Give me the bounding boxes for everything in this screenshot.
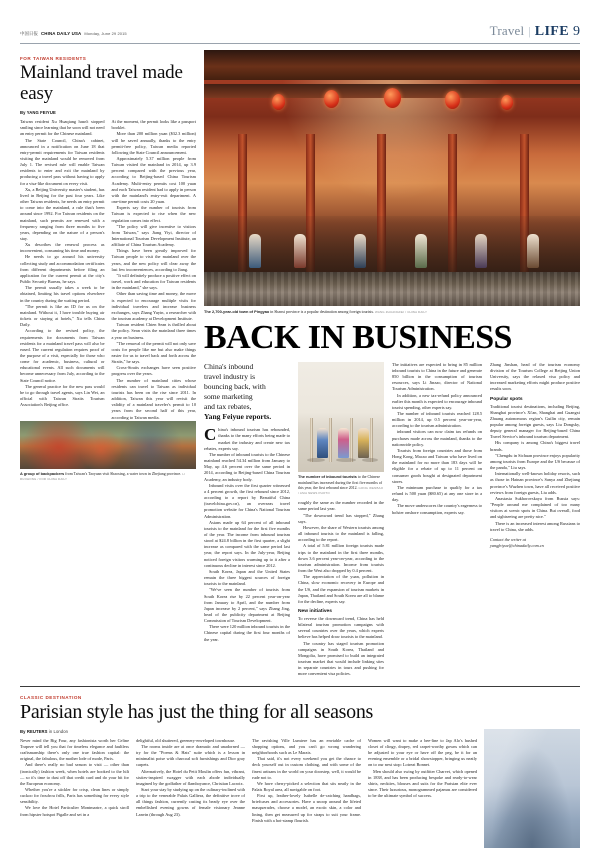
masthead-chinese-title: 中国日报: [20, 32, 38, 37]
caption-lead: A group of backpackers: [20, 471, 65, 477]
main-col-5: [490, 404, 580, 533]
caption-text: in Shanxi province is a popular destination among foreign tourists.: [269, 309, 375, 314]
bottom-col-4: [368, 729, 477, 848]
paragraph: The State Council, China's cabinet, announced in a notification on June 18 that entry-permit requirements for Taiwan residents visiting the mainland would be removed from July 1. The revised rule will enable Taiwan residents to enter and exit the mainland by producing a travel pass without having to apply for a visa-like document on every visit.: [20, 137, 105, 186]
paragraph: Approximately 5.37 million people from Taiwan visited the mainland in 2014, up 3.9 percent compared with the previous year, according to Beijing-based China Tourism Academy. Multi-entry permits cost 100 yuan and each Taiwan resident had to apply in person with the mainland's entry-exit department. A one-time permit costs 20 yuan.: [111, 155, 196, 205]
paragraph: To reverse the downward trend, China has held bilateral tourism promotion campaigns with several countries over the years, which experts believe has helped draw tourists to the mainland.: [298, 615, 384, 640]
masthead-left: [20, 32, 127, 37]
photo-parisian-fashion: [484, 729, 580, 848]
photo-credit: LI RUOHONG / FOR CHINA DAILY: [20, 472, 186, 482]
top-zone: [20, 50, 580, 678]
paragraph: "The permit is like an ID for us on the mainland. Without it, I have trouble buying air tickets or staying at hotels," Xu tells China Daily.: [20, 303, 105, 328]
paragraph: That said, it's not every weekend you get the chance to deck yourself out in custom clothing, and with some of the finest artisans in the world on your doorstep, well, it would be rude not to.: [252, 756, 361, 780]
photo-tourists-square: [298, 362, 384, 472]
masthead-date: Monday, June 29 2015: [84, 31, 127, 36]
masthead-separator: |: [528, 24, 531, 38]
paragraph: Xu, a Beijing University master's student, has lived in Beijing for the past four years. Like other Taiwan residents, he needs an entry permit to come into the mainland, a rule that's been around since 1992. For Taiwan residents on the mainland, such permits are renewed with a frequency ranging from three months to five years, depending on the nature of a person's stay.: [20, 186, 105, 241]
paragraph: "Chengdu in Sichuan province enjoys popularity among tourists from Europe and the US because of the panda," Liu says.: [490, 452, 580, 471]
paragraph: Never mind the Big Four, any fashionista worth her Celine Trapeze will tell you that for timeless elegance and faultless craftsmanship there's only one true fashion capital: the original, the fabulous, the mother lode of mode, Paris.: [20, 737, 129, 762]
paragraph: And there's really no bad season to visit — other than (ironically) fashion week, when hotels are booked to the hilt — so it's time to dust off that credit card and do your bit for the European economy.: [20, 762, 129, 786]
paragraph: His company is among China's biggest travel brands.: [490, 440, 580, 452]
deck-line: some marketing: [204, 392, 253, 402]
subhead-new-initiatives: New initiatives: [298, 608, 332, 614]
caption-text: from Taiwan's Taoyuan visit Shaoxing, a water town in Zhejiang province.: [64, 472, 182, 477]
paragraph: "We've seen the number of tourists from South Korea rise by 22 percent year-on-year from January to April, and the number from Japan increase by 2 percent," says Zhang Jing, head of the publicity department at Beijing Commission of Tourism Development.: [204, 587, 290, 624]
life-label: LIFE: [534, 24, 569, 39]
kicker-classic-destination: CLASSIC DESTINATION: [20, 694, 82, 700]
bottom-col-3: [252, 729, 361, 848]
paragraph: Other than saving time and money, the move is expected to encourage multiple visits for individual travelers and increase business exchanges, says Zhang Yuyin, a researcher with the tourism academy at Development Institute.: [111, 291, 196, 322]
left-story-columns: [20, 119, 196, 421]
byline-source: By REUTERS: [20, 728, 48, 734]
caption-pingyao: [204, 309, 580, 315]
page-number: 9: [573, 24, 580, 39]
photo-credit: WANG ZHUANGFEI / CHINA DAILY: [375, 309, 428, 314]
paragraph: Experts say the number of tourists from Taiwan is expected to rise when the new regulation comes into effect.: [111, 205, 196, 223]
paragraph: The permit usually takes a week to be obtained, limiting his travel options elsewhere in the country during the waiting period.: [20, 285, 105, 303]
photo-temple-hero: [204, 50, 580, 272]
deck-reporter: Yang Feiyue reports.: [204, 412, 272, 422]
paragraph: roughly the same as the number recorded in the same period last year.: [298, 500, 384, 512]
paragraph: "The downward trend has stopped," Zhang says.: [298, 512, 384, 524]
paragraph: delightful, old shuttered, greenery-enveloped townhouse.: [136, 737, 236, 743]
paragraph: The rooms inside are at once dramatic and unadorned — try for the "Poems & Hats" suite which is a lesson in minimalist poise with charcoal soft furnishings and Dior gray carpets.: [136, 743, 245, 768]
main-upper-block: [204, 362, 580, 678]
masthead-rule: [20, 43, 580, 44]
paragraph: Anastasia Sukhorovskaya from Russia says: "People around me complained of too many visitors at scenic spots in China. But overall, food and sightseeing are pretty nice.": [490, 495, 580, 520]
main-col-4: [490, 362, 580, 393]
paragraph: Asians made up 64 percent of all inbound tourists to the mainland for the first five months of the year. The income from inbound tourism stood at $24.8 billion in the first quarter, a slight increase as compared with the same period last year, the report says. In the July-year, Beijing noticed foreign visitors warming up to it after a continuous decline in interest since 2012.: [204, 519, 290, 568]
headline-mainland-travel: Mainland travel made easy: [20, 62, 183, 104]
subhead-popular-spots: Popular spots: [490, 396, 523, 402]
paragraph: Whether you're a stickler for crisp, clean lines or simply cuckoo for froufrou frills, Paris has something for every style sensibility.: [20, 786, 129, 805]
paragraph: "The removal of the permit will not only save costs for people like me but also make things easier for us to travel back and forth across the Straits," he says.: [111, 340, 196, 365]
paragraph: Alternatively, the Hotel du Petit Moulin offers fun, vibrant, sixties-inspired swagger with each abode individually imagined by the godfather of flamboyance, Christian Lacroix.: [136, 768, 245, 786]
paragraph: Traditional tourist destinations, including Beijing, Shanghai province's Xi'an, Shanghai and Guangxi Zhuang autonomous region's Guilin city, remain popular among foreign guests, says Liu Dongsky, deputy general manager for Beijing-based China Travel Service's inbound tourism department.: [490, 403, 580, 440]
paragraph: The country has staged tourism promotion campaigns in South Korea, Thailand and Mongolia, have promised to build an integrated tourism market that would include linking sites in separate countries in tours and pushing for more convenient visa policies.: [298, 640, 384, 677]
paragraph: The initiatives are expected to bring in 85 million inbound tourists to China in the future and generate 850 billion in the consumption of tourism resources, says Li Jinzao, director of National Tourism Administration.: [392, 361, 482, 392]
paragraph: According to the revised policy, the requirements for documents from Taiwan residents for a mainland travel pass will also be eased. The current regulation requires proof of the purpose of a visit, especially for those who come for academic, business, cultural or educational events. All such documents will become unnecessary from July, according to the State Council notice.: [20, 328, 105, 383]
main-col-1: [204, 427, 290, 642]
dropcap: C: [204, 425, 217, 445]
paragraph: The number of inbound tourists to the Chinese mainland reached 54.34 million from January to May, up 4.6 percent over the same period in 2014, according to Beijing-based China Tourism Academy, an industry body.: [204, 451, 290, 482]
paragraph: There is an increased interest among Russians to travel to China, she adds.: [490, 520, 580, 532]
photo-pingyao-town: [204, 272, 580, 306]
headline-parisian-style: Parisian style has just the thing for all seasons: [20, 700, 374, 723]
paragraph: The move underscores the country's eagerness to bolster onshore consumption, experts say.: [392, 503, 482, 515]
banner-headline-back-in-business: BACK IN BUSINESS: [204, 318, 512, 356]
paragraph: In addition, a new tax-refund policy announced earlier this month is expected to encourage inbound tourist spending, other experts say.: [392, 392, 482, 410]
paragraph: inbound visitors can now claim tax refunds on purchases made across the mainland, thanks to the nationwide policy.: [392, 429, 482, 447]
paragraph: Internationally well-known holiday resorts, such as those in Hainan province's Sanya and Zhejiang province's Wuzhen town, have all received positive reviews from foreign guests, Liu adds.: [490, 471, 580, 495]
deck-line: and tax rebates,: [204, 402, 252, 412]
masthead-brand: CHINA DAILY USA: [40, 31, 82, 36]
paragraph: More than 200 million yuan ($32.3 million) will be saved annually, thanks to the entry permit-free policy, Taiwan media reported following the State Council announcement.: [111, 131, 196, 155]
byline-yang-feiyue: By YANG FEIYUE: [20, 110, 56, 116]
paragraph: However, the share of Western tourists among all inbound tourists to the mainland is falling, according to the report.: [298, 524, 384, 543]
masthead-right: [490, 24, 580, 39]
caption-backpackers: [20, 471, 196, 483]
paragraph: The appreciation of the yuan, pollution in China, slow economic recovery in Europe and the US, and the expansion of tourism markets in Japan, Thailand and South Korea are all to blame for the decline, experts say.: [298, 574, 384, 604]
bottom-columns: [20, 729, 580, 848]
paragraph: Taiwan resident Xu Huaqiang hasn't stopped smiling since learning that he soon will not need an entry permit for the Chinese mainland.: [20, 119, 105, 137]
paragraph: Things have been greatly improved for Taiwan people to visit the mainland over the years, and the new policy will clear away the last few inconveniences, according to Jiang.: [111, 248, 196, 272]
main-col-2-cont: [298, 616, 384, 678]
paragraph: First up, leather-lovely Isabelle de-catching handbags, briefcases and accessories. Have a snoop around the lifeted masquerades, choose a model, an exotic skin, a color and lining, then get measured up for straps to suit your frame. Finish with a hot-stamp flourish.: [252, 793, 361, 823]
paragraph: The general practice for the new pass would be to go through travel agents, says Lin Wei, an official with Taiwan Straits Tourism Association's Beijing office.: [20, 383, 105, 408]
story-mainland-travel: [20, 50, 196, 678]
paragraph: A total of 5.81 million foreign tourists made trips to the mainland in the first three months, down 3.6 percent year-on-year, according to the tourism administration. Income from tourists from the West also dropped by 0.4 percent.: [298, 543, 384, 574]
paragraph: "The policy will give incentive to visitors from Taiwan," says Jiang Yiyi, director of International Tourism Development Institute, an affiliate of China Tourism Academy.: [111, 223, 196, 248]
paragraph: Tourists from foreign countries and those from Hong Kong, Macao and Taiwan who have lived on the mainland for no more than 183 days will be eligible for a rebate of up to 11 percent on consumer goods bought at designated department stores.: [392, 447, 482, 484]
paragraph: Women will want to make a bee-line to Jap Alo's hushed closet of clingy, drapey, red carpet-worthy gowns which can be adjusted to your eye or have off the peg, be it for an evening ensemble or a bridal showstopper, bringing us neatly on to our next stop: Lotreat Bonnet.: [368, 737, 477, 768]
main-col-2: [298, 500, 384, 605]
paragraph: South Korea, Japan and the United States remain the three biggest sources of foreign tourists to the mainland.: [204, 568, 290, 587]
bottom-col-photo: [484, 729, 580, 848]
left-col-2: [112, 119, 197, 421]
paragraph: Taiwan resident Chien Sean is thrilled about the policy. Sean visits the mainland three times a year on business.: [111, 322, 196, 340]
paragraph: The number of inbound tourists reached 128.5 million in 2014, up 0.5 percent year-on-year, according to the tourism administration.: [392, 411, 482, 429]
story-back-in-business: [204, 50, 580, 678]
photo-credit: GONG WENBAO / ASIA NEWS PHOTO: [298, 485, 384, 496]
deck-line: bouncing back, with: [204, 381, 266, 391]
byline-reuters: [20, 729, 129, 734]
contact-label: Contact the writer at: [490, 536, 526, 542]
paragraph: The number of mainland cities whose residents can travel to Taiwan as individual tourists has been on the rise since 2011. In addition, Taiwan this year will revisit the validity of a mainland traveler's permit to 10 years from the second half of this year, according to Taiwan media.: [111, 377, 196, 420]
bottom-divider: [20, 686, 580, 687]
bottom-col-1: [20, 729, 129, 848]
section-label: Travel: [489, 23, 525, 38]
paragraph: Xu describes the renewal process as inconvenient, consuming his time and money.: [20, 242, 105, 254]
paragraph: Inbound visits over the first quarter witnessed a 4 percent growth, the first rebound since 2012, according to a report by Beautiful China (travelchina.gov.cn), an overseas travel promotion website for China's National Tourism Administration.: [204, 482, 290, 519]
paragraph: There were 120 million inbound tourists in the Chinese capital during the first four months of the year.: [204, 624, 290, 642]
deck-line: travel industry is: [204, 371, 256, 381]
contact-email: yangfeiyue@chinadaily.com.cn: [490, 542, 544, 548]
paragraph: We love the Hotel Particulier Montmartre, a quick stroll from hipster hotspot Pigalle and set in a: [20, 805, 129, 817]
paragraph-with-dropcap: [204, 427, 290, 452]
deck-standfirst: [204, 362, 290, 423]
byline-location: in London: [47, 728, 69, 734]
caption-lead: The 2,700-year-old town of Pingyao: [204, 308, 270, 314]
paragraph-text: hina's inbound tourism has rebounded, thanks to the many efforts being made to market the industry and create new tax rebates, experts say.: [204, 427, 290, 451]
caption-inbound-tourists: [298, 474, 384, 496]
paragraph: We have cherry-picked a selection that sits neatly in the Palais Royal area, all navigable on foot.: [252, 780, 361, 792]
story-parisian-style: [20, 695, 580, 848]
caption-text: to the Chinese mainland has increased during the first five months of this year, the first rebound since 2012.: [298, 475, 383, 490]
paragraph: "It will definitely produce a positive effect on travel, work and education for Taiwan residents in the mainland," she says.: [111, 272, 196, 291]
masthead: [20, 0, 580, 39]
paragraph: Men should also swing by outfitter Charvet, which opened in 1838, and has been producing bespoke and ready-to-wear shirts, neckties, blouses and suits for the Parisian elite ever since. Their luxurious, monogrammed pajamas are considered to be the ultimate symbol of success.: [368, 768, 477, 799]
paragraph: The ravishing Ville Lumiere has an enviable cache of shopping options, and you can't go wrong wandering neighborhoods such as Le Marais.: [252, 737, 361, 756]
paragraph: Start your stay by studying up on the culinary-inclined with a trip to the venerable Palais Galliera, the definitive trove of all things fashion, currently casting its beady eye over the embellished evening gowns of female visionary Jeanne Lanvin (through Aug 23).: [136, 786, 245, 817]
main-col-3: [392, 362, 482, 516]
paragraph: The minimum purchase to qualify for a tax refund is 500 yuan ($80.65) at any one store in a day.: [392, 484, 482, 503]
left-col-1: [20, 119, 105, 421]
photo-backpackers-shaoxing: [20, 421, 196, 469]
paragraph: Cross-Straits exchanges have seen positive progress over the years.: [111, 365, 196, 377]
contact-writer: [490, 537, 580, 549]
paragraph: Zhang Jinshan, head of the tourism economy division of the Tourism College at Beijing Union University, says the relaxed visa policy and increased marketing efforts might produce positive results soon.: [490, 361, 580, 392]
caption-lead: The number of inbound tourists: [298, 474, 357, 480]
paragraph: He needs to go around his university collecting study and accommodation certificates from different departments before filing an application for the current permit at the city's Public Security Bureau, he says.: [20, 254, 105, 285]
paragraph: At the moment, the permit looks like a passport booklet.: [111, 119, 196, 131]
deck-line: China's inbound: [204, 361, 254, 371]
kicker-taiwan: FOR TAIWAN RESIDENTS: [20, 56, 87, 61]
bottom-col-2: [136, 729, 245, 848]
